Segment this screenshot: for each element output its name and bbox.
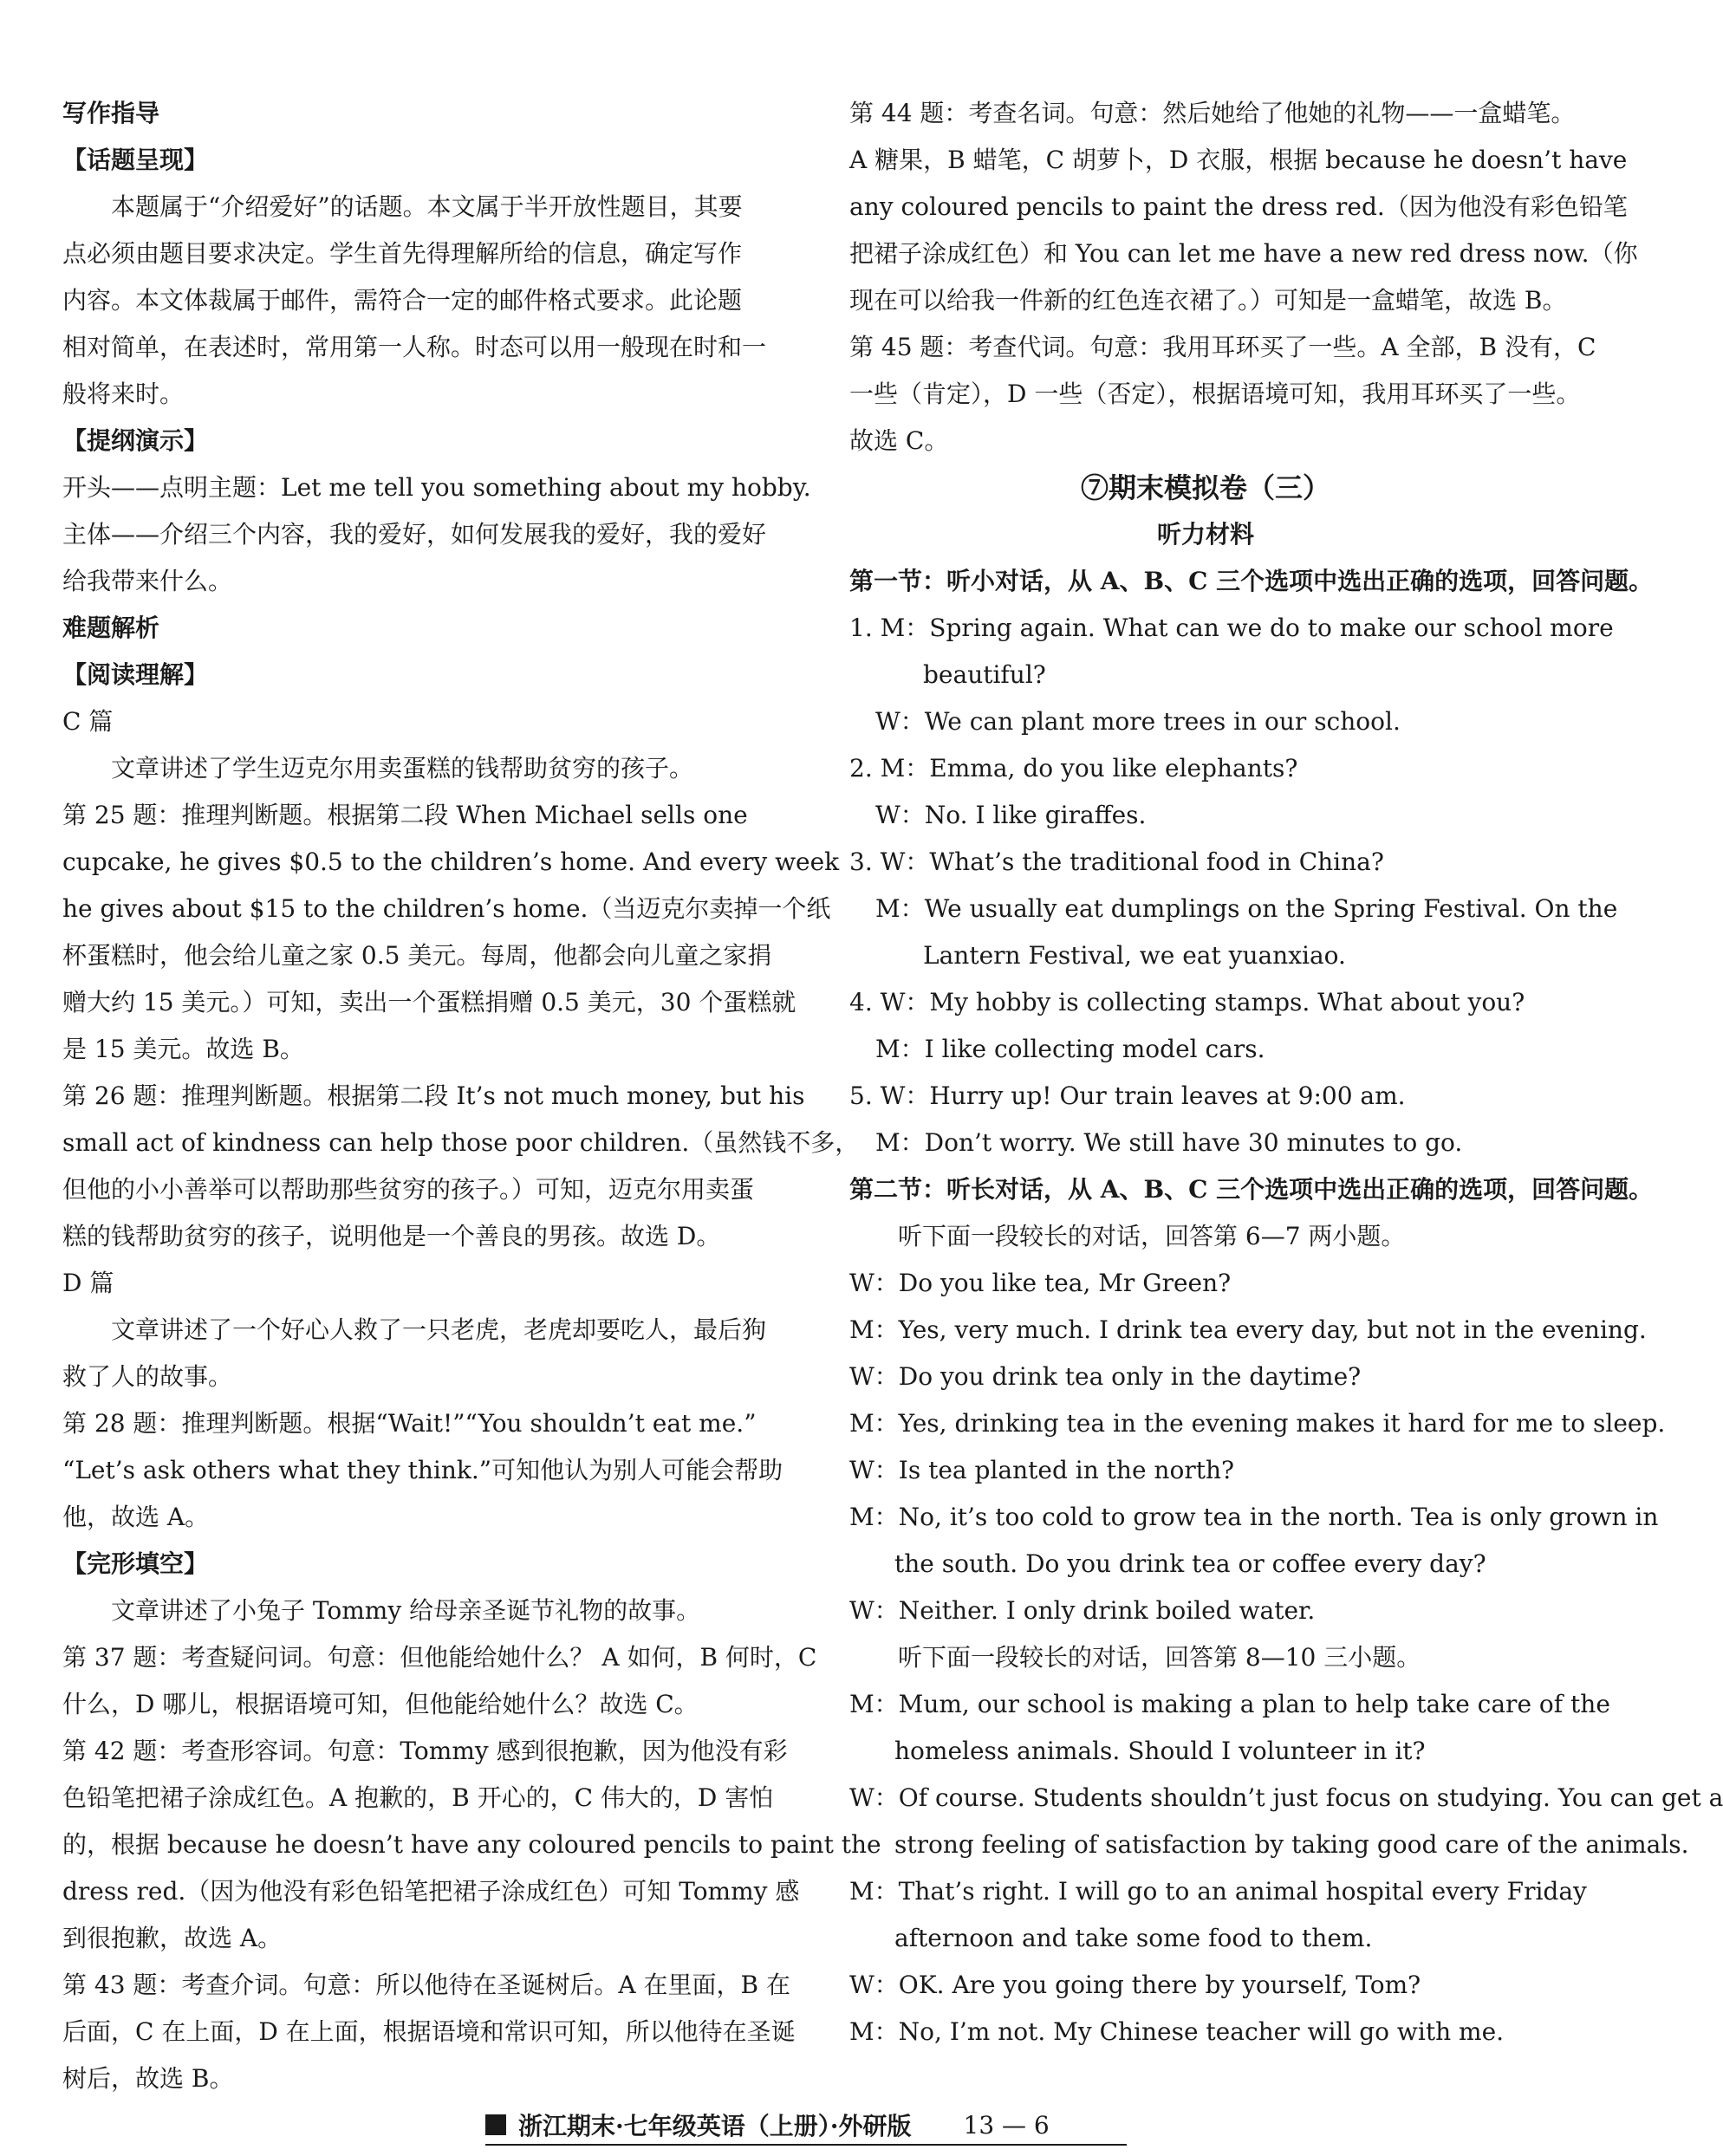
right-column [849,90,1723,2055]
text-line: 本题属于“介绍爱好”的话题。本文属于半开放性题目，其要 [111,192,743,221]
text-line: D 篇 [62,1269,114,1297]
text-line: 第 42 题：考查形容词。句意：Tommy 感到很抱歉，因为他没有彩 [62,1737,788,1765]
text-line: 第 43 题：考查介词。句意：所以他待在圣诞树后。A 在里面，B 在 [62,1971,791,1999]
text-line: strong feeling of satisfaction by taking good care of the animals. [894,1830,1689,1859]
text-line: 【提纲演示】 [62,426,209,455]
text-line: 难题解析 [62,614,160,642]
text-line: 到很抱歉，故选 A。 [62,1924,283,1952]
text-line: 赠大约 15 美元。）可知，卖出一个蛋糕捐赠 0.5 美元，30 个蛋糕就 [62,988,796,1016]
text-line: 是 15 美元。故选 B。 [62,1035,304,1063]
text-line: 但他的小小善举可以帮助那些贫穷的孩子。）可知，迈克尔用卖蛋 [62,1175,755,1204]
text-line: M：Yes, very much. I drink tea every day, but not in the evening. [849,1315,1647,1344]
text-line: 5. W：Hurry up! Our train leaves at 9:00 am. [849,1081,1406,1110]
page-number: 13 — 6 [963,2110,1050,2140]
text-line: 糕的钱帮助贫穷的孩子，说明他是一个善良的男孩。故选 D。 [62,1222,721,1250]
text-line: M：That’s right. I will go to an animal hospital every Friday [849,1877,1587,1906]
text-line: M：Don’t worry. We still have 30 minutes to go. [875,1128,1463,1157]
text-line: M：We usually eat dumplings on the Spring Festival. On the [875,894,1618,923]
text-line: 故选 C。 [849,426,949,455]
text-line: 4. W：My hobby is collecting stamps. What about you? [849,988,1525,1016]
text-line: cupcake, he gives $0.5 to the children’s home. And every week [62,847,840,876]
text-line: 什么，D 哪儿，根据语境可知，但他能给她什么？故选 C。 [62,1690,699,1718]
text-line: W：No. I like giraffes. [875,801,1147,829]
text-line: W：Do you drink tea only in the daytime? [849,1362,1362,1391]
text-line: M：I like collecting model cars. [875,1035,1265,1063]
left-column [62,90,881,2102]
text-line: 相对简单，在表述时，常用第一人称。时态可以用一般现在时和一 [62,333,767,361]
text-line: 后面，C 在上面，D 在上面，根据语境和常识可知，所以他待在圣诞 [62,2017,796,2046]
text-line: 主体——介绍三个内容，我的爱好，如何发展我的爱好，我的爱好 [62,520,767,549]
text-line: 现在可以给我一件新的红色连衣裙了。）可知是一盒蜡笔，故选 B。 [849,286,1567,315]
text-line: the south. Do you drink tea or coffee every day? [894,1549,1486,1578]
text-line: beautiful? [923,660,1046,689]
text-line: M：No, I’m not. My Chinese teacher will go with me. [849,2017,1505,2046]
text-line: 他，故选 A。 [62,1503,210,1531]
text-line: 1. M：Spring again. What can we do to make our school more [849,614,1614,642]
text-line: W：Is tea planted in the north? [849,1456,1234,1484]
text-line: 救了人的故事。 [62,1362,233,1391]
text-line: M：Yes, drinking tea in the evening makes it hard for me to sleep. [849,1409,1666,1438]
text-line: 点必须由题目要求决定。学生首先得理解所给的信息，确定写作 [62,239,743,268]
page-footer [485,2106,1127,2146]
text-line: 文章讲述了学生迈克尔用卖蛋糕的钱帮助贫穷的孩子。 [111,754,694,783]
text-line: 第 44 题：考查名词。句意：然后她给了他她的礼物——一盒蜡笔。 [849,99,1576,127]
footer-square-icon [485,2114,506,2135]
footer-title: 浙江期末·七年级英语（上册）·外研版 [518,2112,912,2140]
text-line: 文章讲述了一个好心人救了一只老虎，老虎却要吃人，最后狗 [111,1315,767,1344]
text-line: 给我带来什么。 [62,567,233,595]
text-line: 第 28 题：推理判断题。根据“Wait!”“You shouldn’t eat me.” [62,1409,757,1438]
text-line: 【话题呈现】 [62,146,209,174]
text-line: 【阅读理解】 [62,660,209,689]
text-line: 听下面一段较长的对话，回答第 6—7 两小题。 [898,1222,1406,1250]
text-line: 第 26 题：推理判断题。根据第二段 It’s not much money, but his [62,1081,805,1110]
text-line: M：Mum, our school is making a plan to help take care of the [849,1690,1610,1718]
text-line: 一些（肯定），D 一些（否定），根据语境可知，我用耳环买了一些。 [849,380,1581,408]
text-line: 听力材料 [1156,520,1254,549]
text-line: M：No, it’s too cold to grow tea in the north. Tea is only grown in [849,1503,1659,1531]
text-line: 3. W：What’s the traditional food in China? [849,847,1384,876]
text-line: 色铅笔把裙子涂成红色。A 抱歉的，B 开心的，C 伟大的，D 害怕 [62,1783,774,1812]
text-line: 开头——点明主题：Let me tell you something about my hobby. [62,473,811,502]
text-line: dress red.（因为他没有彩色铅笔把裙子涂成红色）可知 Tommy 感 [62,1877,800,1906]
text-line: W：OK. Are you going there by yourself, Tom? [849,1971,1421,1999]
text-line: 把裙子涂成红色）和 You can let me have a new red dress now.（你 [849,239,1638,268]
text-line: ⑦期末模拟卷（三） [1080,471,1330,504]
text-line: W：We can plant more trees in our school. [875,707,1401,736]
text-line: 第 37 题：考查疑问词。句意：但他能给她什么？ A 如何，B 何时，C [62,1643,817,1672]
text-line: 杯蛋糕时，他会给儿童之家 0.5 美元。每周，他都会向儿童之家捐 [62,941,772,970]
text-line: 的，根据 because he doesn’t have any coloured pencils to paint the [62,1830,881,1859]
text-line: 第二节：听长对话，从 A、B、C 三个选项中选出正确的选项，回答问题。 [849,1175,1654,1204]
text-line: 【完形填空】 [62,1549,209,1578]
text-line: 内容。本文体裁属于邮件，需符合一定的邮件格式要求。此论题 [62,286,743,315]
text-line: “Let’s ask others what they think.”可知他认为别人可能会帮助 [62,1456,783,1484]
text-line: W：Of course. Students shouldn’t just focus on studying. You can get a [849,1783,1723,1812]
text-line: W：Neither. I only drink boiled water. [849,1596,1316,1625]
text-line: afternoon and take some food to them. [894,1924,1373,1952]
text-line: 2. M：Emma, do you like elephants? [849,754,1298,783]
text-line: 文章讲述了小兔子 Tommy 给母亲圣诞节礼物的故事。 [111,1596,701,1625]
text-line: 写作指导 [62,99,160,127]
text-line: small act of kindness can help those poor children.（虽然钱不多， [62,1128,860,1157]
text-line: any coloured pencils to paint the dress red.（因为他没有彩色铅笔 [849,192,1628,221]
text-line: C 篇 [62,707,114,736]
text-line: 般将来时。 [62,380,185,408]
text-line: W：Do you like tea, Mr Green? [849,1269,1232,1297]
text-line: A 糖果，B 蜡笔，C 胡萝卜，D 衣服，根据 because he doesn’t have [849,146,1628,174]
text-line: he gives about $15 to the children’s home.（当迈克尔卖掉一个纸 [62,894,831,923]
text-line: 第 25 题：推理判断题。根据第二段 When Michael sells one [62,801,748,829]
text-line: 第 45 题：考查代词。句意：我用耳环买了一些。A 全部，B 没有，C [849,333,1596,361]
text-line: 听下面一段较长的对话，回答第 8—10 三小题。 [898,1643,1421,1672]
text-line: 第一节：听小对话，从 A、B、C 三个选项中选出正确的选项，回答问题。 [849,567,1654,595]
text-line: 树后，故选 B。 [62,2064,234,2093]
text-line: Lantern Festival, we eat yuanxiao. [923,941,1346,970]
text-line: homeless animals. Should I volunteer in it? [894,1737,1426,1765]
